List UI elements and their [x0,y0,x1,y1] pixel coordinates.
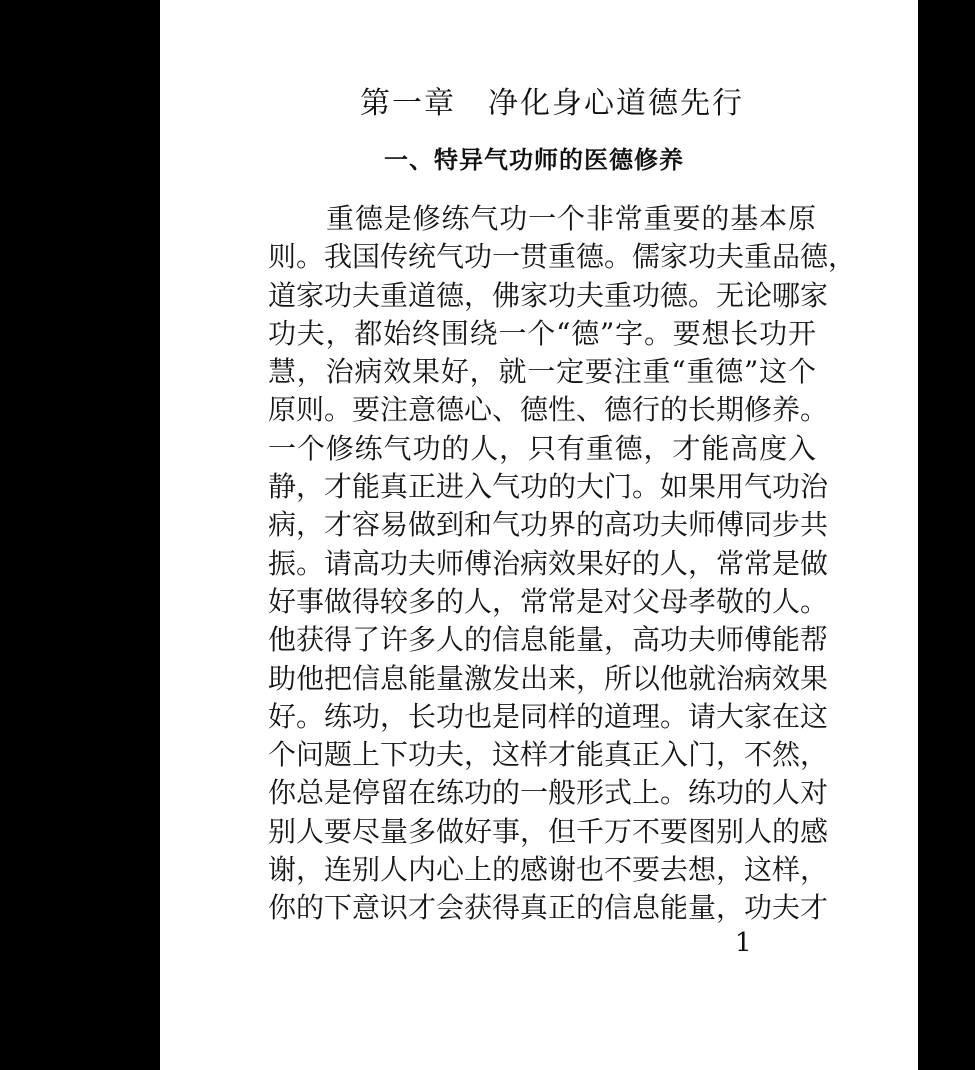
text-line: 一个修练气功的人，只有重德，才能高度入 [268,431,816,465]
text-line: 病，才容易做到和气功界的高功夫师傅同步共 [268,508,829,542]
text-line: 他获得了许多人的信息能量，高功夫师傅能帮 [268,623,829,657]
text-line: 则。我国传统气功一贯重德。儒家功夫重品德， [268,240,857,274]
text-line: 重德是修练气功一个非常重要的基本原 [326,202,816,235]
text-line: 好事做得较多的人，常常是对父母孝敬的人。 [268,584,829,618]
text-line: 谢，连别人内心上的感谢也不要去想，这样， [268,853,829,887]
text-line: 道家功夫重道德，佛家功夫重功德。无论哪家 [268,278,829,312]
body-paragraph [268,200,857,928]
page-number: 1 [735,928,752,958]
text-line: 好。练功，长功也是同样的道理。请大家在这 [268,699,829,733]
text-line: 慧，治病效果好，就一定要注重“重德”这个 [268,355,816,389]
section-title: 一、特异气功师的医德修养 [384,145,684,174]
chapter-title: 第一章 净化身心道德先行 [360,86,744,121]
book-page [160,0,918,1070]
text-line: 别人要尽量多做好事，但千万不要图别人的感 [268,814,829,848]
text-line: 振。请高功夫师傅治病效果好的人，常常是做 [268,546,829,580]
text-line: 功夫，都始终围绕一个“德”字。要想长功开 [268,316,816,350]
text-line: 你总是停留在练功的一般形式上。练功的人对 [268,776,829,810]
text-line: 原则。要注意德心、德性、德行的长期修养。 [268,393,829,427]
text-line: 你的下意识才会获得真正的信息能量，功夫才 [268,891,829,925]
text-line: 助他把信息能量激发出来，所以他就治病效果 [268,661,829,695]
text-line: 静，才能真正进入气功的大门。如果用气功治 [268,470,829,504]
text-line: 个问题上下功夫，这样才能真正入门，不然， [268,738,829,772]
